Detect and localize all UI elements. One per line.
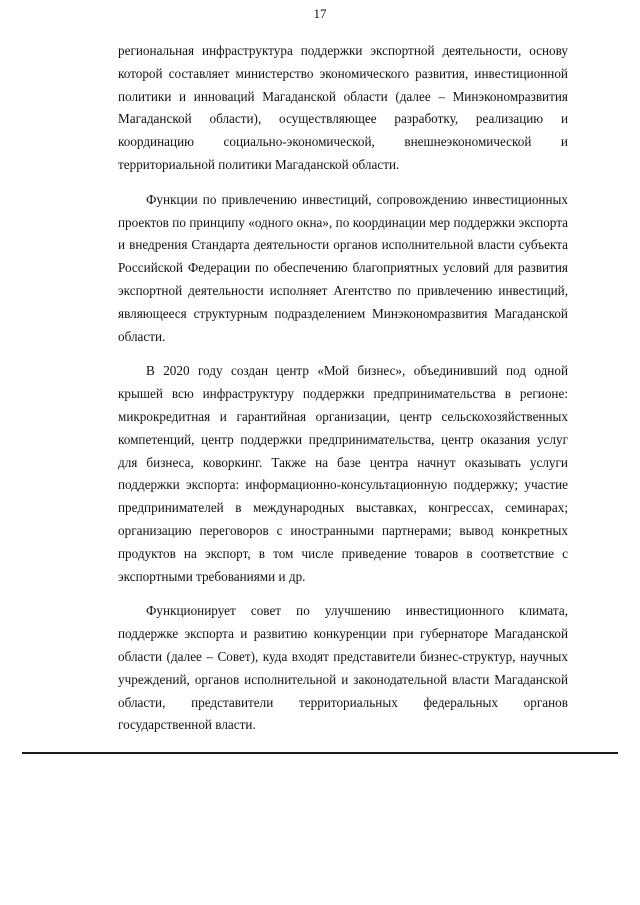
paragraph-investment-council: Функционирует совет по улучшению инвестиционного климата, поддержке экспорта и развитию конкуренции при губернаторе Магаданской области (далее – Совет), куда входят представители бизнес-структур, научных учреждений, органов исполнительной и законодательной власти Магаданской области, представители территориальных федеральных органов государственной власти.	[118, 603, 568, 733]
page-number: 17	[313, 6, 327, 21]
bottom-rule	[22, 752, 618, 754]
paragraph-investment-agency: Функции по привлечению инвестиций, сопровождению инвестиционных проектов по принципу «одного окна», по координации мер поддержки экспорта и внедрения Стандарта деятельности органов исполнительной власти субъекта Российской Федерации по обеспечению благоприятных условий для развития экспортной деятельности исполняет Агентство по привлечению инвестиций, являющееся структурным подразделением Минэкономразвития Магаданской области.	[118, 191, 568, 344]
document-body	[118, 40, 568, 737]
paragraph-my-business-center: В 2020 году создан центр «Мой бизнес», объединивший под одной крышей всю инфраструктуру поддержки предпринимательства в регионе: микрокредитная и гарантийная организации, центр сельскохозяйственных компетенций, центр поддержки предпринимательства, центр оказания услуг для бизнеса, коворкинг. Также на базе центра начнут оказывать услуги поддержки экспорта: информационно-консультационную поддержку; участие предпринимателей в международных выставках, конгрессах, семинарах; организацию переговоров с иностранными партнерами; вывод конкретных продуктов на экспорт, в том числе приведение товаров в соответствие с экспортными требованиями и др.	[118, 363, 568, 584]
paragraph-infrastructure: региональная инфраструктура поддержки экспортной деятельности, основу которой составляет министерство экономического развития, инвестиционной политики и инноваций Магаданской области (далее – Минэкономразвития Магаданской области), осуществляющее разработку, реализацию и координацию социально-экономической, внешнеэкономической и территориальной политики Магаданской области.	[118, 43, 568, 172]
